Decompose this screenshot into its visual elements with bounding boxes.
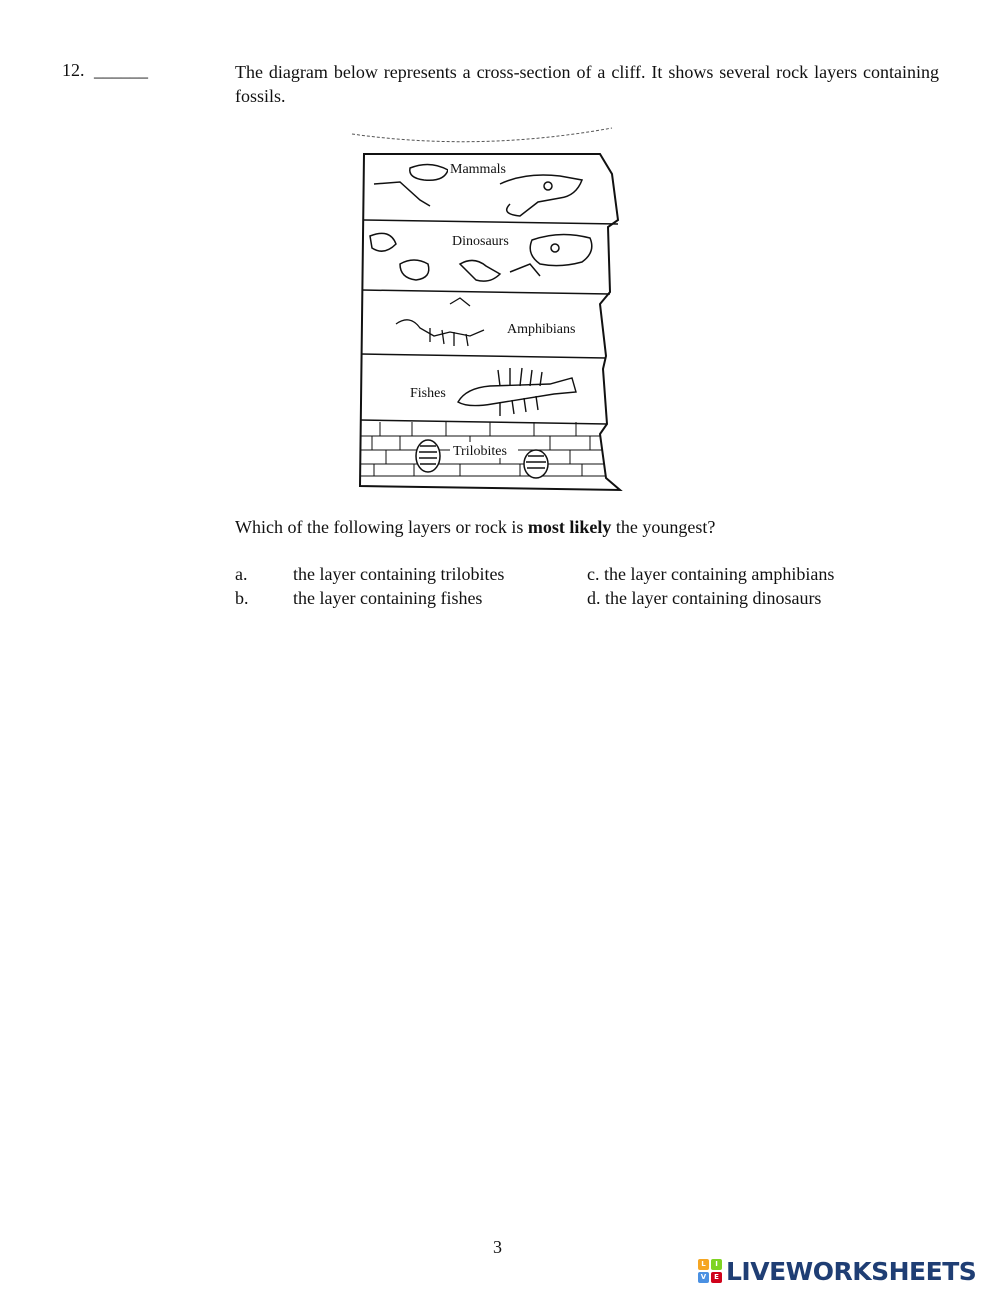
choice-d-text: d. the layer containing dinosaurs — [587, 588, 822, 608]
liveworksheets-logo — [698, 1256, 976, 1286]
cliff-cross-section-diagram — [350, 124, 635, 494]
choice-b-letter: b. — [235, 588, 249, 608]
logo-tile: L — [698, 1259, 709, 1270]
prompt-text-before: Which of the following layers or rock is — [235, 517, 528, 537]
question-stem: The diagram below represents a cross-section of a cliff. It shows several rock layers containing fossils. — [235, 62, 939, 106]
choice-b[interactable] — [235, 588, 482, 609]
layer-label-trilobites: Trilobites — [453, 444, 507, 459]
layer-label-dinosaurs: Dinosaurs — [452, 234, 509, 249]
choice-c-text: c. the layer containing amphibians — [587, 564, 835, 584]
choice-a-text: the layer containing trilobites — [293, 564, 505, 584]
layer-label-fishes: Fishes — [410, 386, 446, 401]
choice-a-letter: a. — [235, 564, 248, 584]
prompt-emphasis: most likely — [527, 517, 612, 537]
question-prompt — [235, 517, 715, 538]
answer-blank[interactable]: ______ — [94, 60, 148, 80]
logo-tile: I — [711, 1259, 722, 1270]
logo-tile: E — [711, 1272, 722, 1283]
logo-tile: V — [698, 1272, 709, 1283]
layer-label-mammals: Mammals — [450, 162, 506, 177]
prompt-text-after: the youngest? — [611, 517, 716, 537]
logo-tiles-icon — [698, 1259, 722, 1283]
choice-c[interactable] — [587, 564, 834, 585]
choice-d[interactable] — [587, 588, 821, 609]
choice-b-text: the layer containing fishes — [293, 588, 483, 608]
question-number: 12. — [62, 60, 85, 80]
page-number: 3 — [493, 1237, 502, 1257]
choice-a[interactable] — [235, 564, 504, 585]
layer-label-amphibians: Amphibians — [507, 322, 576, 337]
brand-name: LIVEWORKSHEETS — [726, 1256, 977, 1286]
